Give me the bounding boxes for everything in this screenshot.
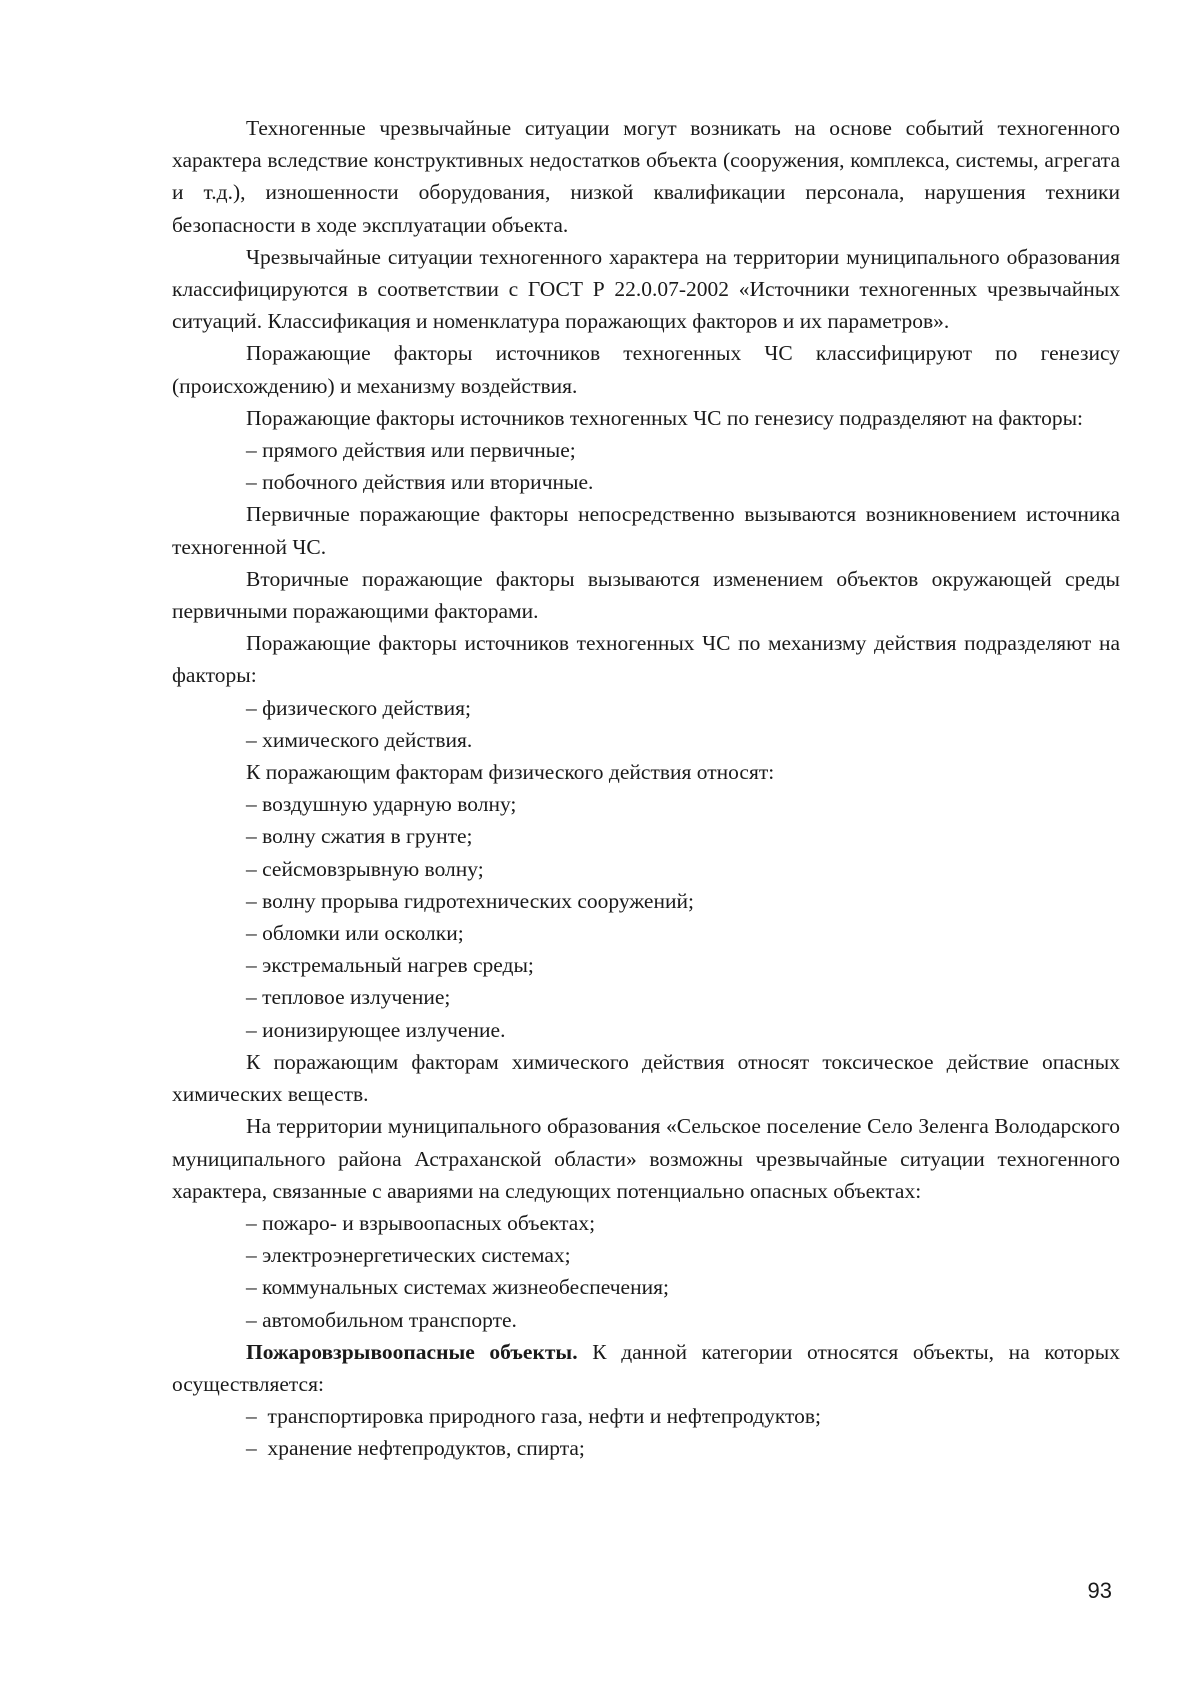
paragraph: Вторичные поражающие факторы вызываются изменением объектов окружающей среды первичными поражающими факторами. bbox=[172, 566, 1120, 624]
list-item: – пожаро- и взрывоопасных объектах; bbox=[246, 1210, 596, 1235]
list-item: – побочного действия или вторичные. bbox=[246, 470, 594, 495]
list-item: – ионизирующее излучение. bbox=[246, 1017, 506, 1042]
list-item: – волну сжатия в грунте; bbox=[246, 824, 473, 849]
paragraph: Поражающие факторы источников техногенных ЧС по механизму действия подразделяют на факторы: bbox=[172, 631, 1120, 688]
paragraph: Чрезвычайные ситуации техногенного характера на территории муниципального образования классифицируются в соответствии с ГОСТ Р 22.0.07-2002 «Источники техногенных чрезвычайных ситуаций. Классификация и номенклатура поражающих факторов и их параметров». bbox=[172, 244, 1120, 334]
list-item: – тепловое излучение; bbox=[246, 985, 451, 1010]
page-number: 93 bbox=[1087, 1578, 1112, 1603]
paragraph: Первичные поражающие факторы непосредственно вызываются возникновением источника техногенной ЧС. bbox=[172, 502, 1120, 559]
paragraph: На территории муниципального образования «Сельское поселение Село Зеленга Володарского муниципального района Астраханской области» возможны чрезвычайные ситуации техногенного характера, связанные с авариями на следующих потенциально опасных объектах: bbox=[172, 1114, 1120, 1203]
list-item: – прямого действия или первичные; bbox=[246, 438, 576, 463]
paragraph: К поражающим факторам химического действия относят токсическое действие опасных химических веществ. bbox=[172, 1049, 1120, 1107]
list-item: – хранение нефтепродуктов, спирта; bbox=[246, 1436, 585, 1461]
list-item: – волну прорыва гидротехнических сооружений; bbox=[246, 888, 694, 913]
paragraph: Техногенные чрезвычайные ситуации могут возникать на основе событий техногенного характера вследствие конструктивных недостатков объекта (сооружения, комплекса, системы, агрегата и т.д.), изношенности оборудования, низкой квалификации персонала, нарушения техники безопасности в ходе эксплуатации объекта. bbox=[172, 116, 1120, 237]
paragraph: Поражающие факторы источников техногенных ЧС классифицируют по генезису (происхождению) и механизму воздействия. bbox=[172, 341, 1120, 398]
page-body bbox=[172, 112, 1120, 1465]
list-item: – химического действия. bbox=[246, 727, 473, 752]
paragraph bbox=[172, 1336, 1120, 1400]
bold-heading: Пожаровзрывоопасные объекты. bbox=[246, 1339, 578, 1364]
list-item: – воздушную ударную волну; bbox=[246, 792, 517, 817]
list-item: – автомобильном транспорте. bbox=[246, 1307, 517, 1332]
list-item: – коммунальных системах жизнеобеспечения; bbox=[246, 1275, 669, 1300]
list-item: – экстремальный нагрев среды; bbox=[246, 953, 534, 978]
list-item: – физического действия; bbox=[246, 695, 471, 720]
list-item: – сейсмовзрывную волну; bbox=[246, 856, 484, 881]
list-heading: К поражающим факторам физического действия относят: bbox=[246, 760, 775, 785]
paragraph: Поражающие факторы источников техногенных ЧС по генезису подразделяют на факторы: bbox=[246, 405, 1084, 430]
paragraph-text: К данной категории относятся объекты, на которых осуществляется: bbox=[172, 1339, 1120, 1396]
list-item: – обломки или осколки; bbox=[246, 921, 464, 946]
list-item: – транспортировка природного газа, нефти и нефтепродуктов; bbox=[246, 1404, 822, 1429]
list-item: – электроэнергетических системах; bbox=[246, 1243, 571, 1268]
